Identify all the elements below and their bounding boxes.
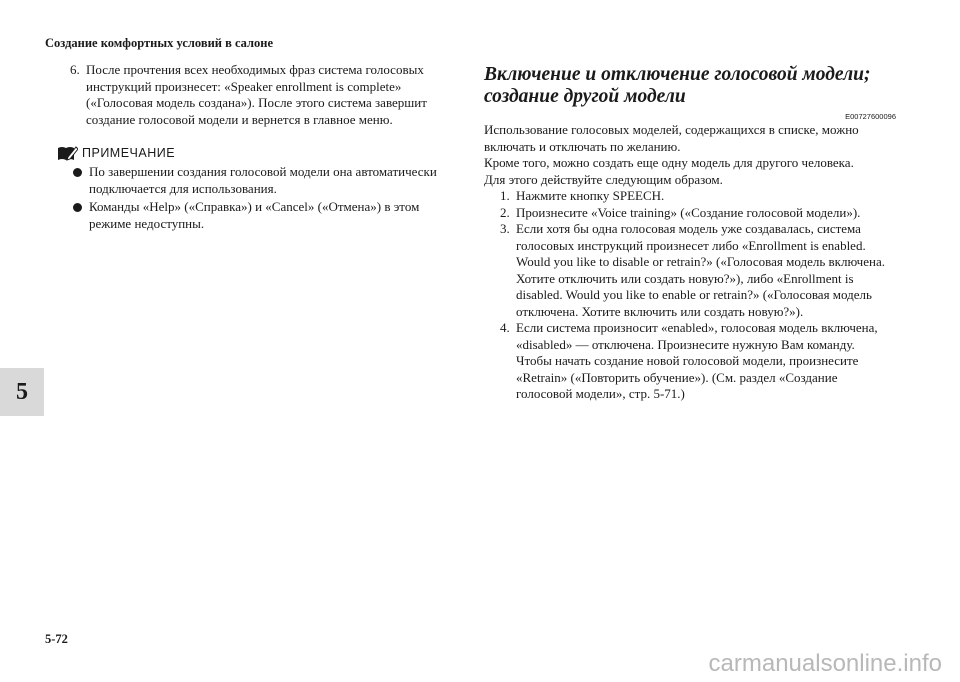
step-6 (70, 62, 462, 128)
step-number: 4. (500, 320, 510, 335)
left-column (70, 62, 462, 232)
step-2 (500, 205, 896, 222)
step-4 (500, 320, 896, 353)
intro-paragraph: Использование голосовых моделей, содержащихся в списке, можно включать и отключать по желанию. (484, 122, 859, 154)
step-text: Если хотя бы одна голосовая модель уже создавалась, система голосовых инструкций произнесет либо «Enrollment is enabled. Would you like to disable or retrain?» («Голосовая модель включена. Хотите отключить или создать новую?»), либо «Enrollment is disabled. Would you like to enable or retrain?» («Голосовая модель отключена. Хотите включить или создать новую?»). (516, 221, 885, 319)
step-text: После прочтения всех необходимых фраз система голосовых инструкций произнесет: «Speaker enrollment is complete» («Голосовая модель создана»). После этого система завершит создание голосовой модели и вернется в главное меню. (86, 62, 427, 127)
note-item-text: Команды «Help» («Справка») и «Cancel» («Отмена») в этом режиме недоступны. (89, 199, 420, 231)
bullet-icon (73, 203, 82, 212)
step-number: 2. (500, 204, 510, 220)
step-text: Нажмите кнопку SPEECH. (516, 188, 665, 203)
step-4-continuation: Чтобы начать создание новой голосовой модели, произнесите «Retrain» («Повторить обучение»). (См. раздел «Создание голосовой модели», стр. 5-71.) (516, 353, 859, 401)
watermark: carmanualsonline.info (708, 650, 942, 677)
intro-paragraph: Кроме того, можно создать еще одну модель для другого человека. (484, 155, 854, 170)
note-item-text: По завершении создания голосовой модели она автоматически подключается для использования. (89, 164, 437, 196)
step-number: 1. (500, 188, 510, 203)
step-number: 6. (70, 62, 80, 77)
note-header (56, 144, 462, 162)
step-3 (500, 221, 896, 320)
bullet-icon (73, 168, 82, 177)
note-item (70, 164, 462, 197)
running-header: Создание комфортных условий в салоне (45, 36, 274, 50)
right-column (484, 64, 896, 403)
chapter-number: 5 (16, 378, 28, 405)
chapter-tab (0, 368, 44, 416)
note-pencil-icon (56, 144, 78, 162)
intro-paragraph: Для этого действуйте следующим образом. (484, 171, 723, 187)
section-title: Включение и отключение голосовой модели; создание другой модели (484, 64, 871, 107)
step-text: Если система произносит «enabled», голосовая модель включена, «disabled» — отключена. Произнесите нужную Вам команду. (516, 320, 878, 352)
step-1 (500, 188, 896, 205)
step-text: Произнесите «Voice training» («Создание голосовой модели»). (516, 204, 861, 220)
page-number: 5-72 (45, 632, 68, 646)
document-code: E00727600096 (845, 112, 896, 121)
step-number: 3. (500, 221, 510, 236)
note-item (70, 199, 462, 232)
note-label: ПРИМЕЧАНИЕ (82, 145, 176, 160)
steps-list (500, 188, 896, 403)
